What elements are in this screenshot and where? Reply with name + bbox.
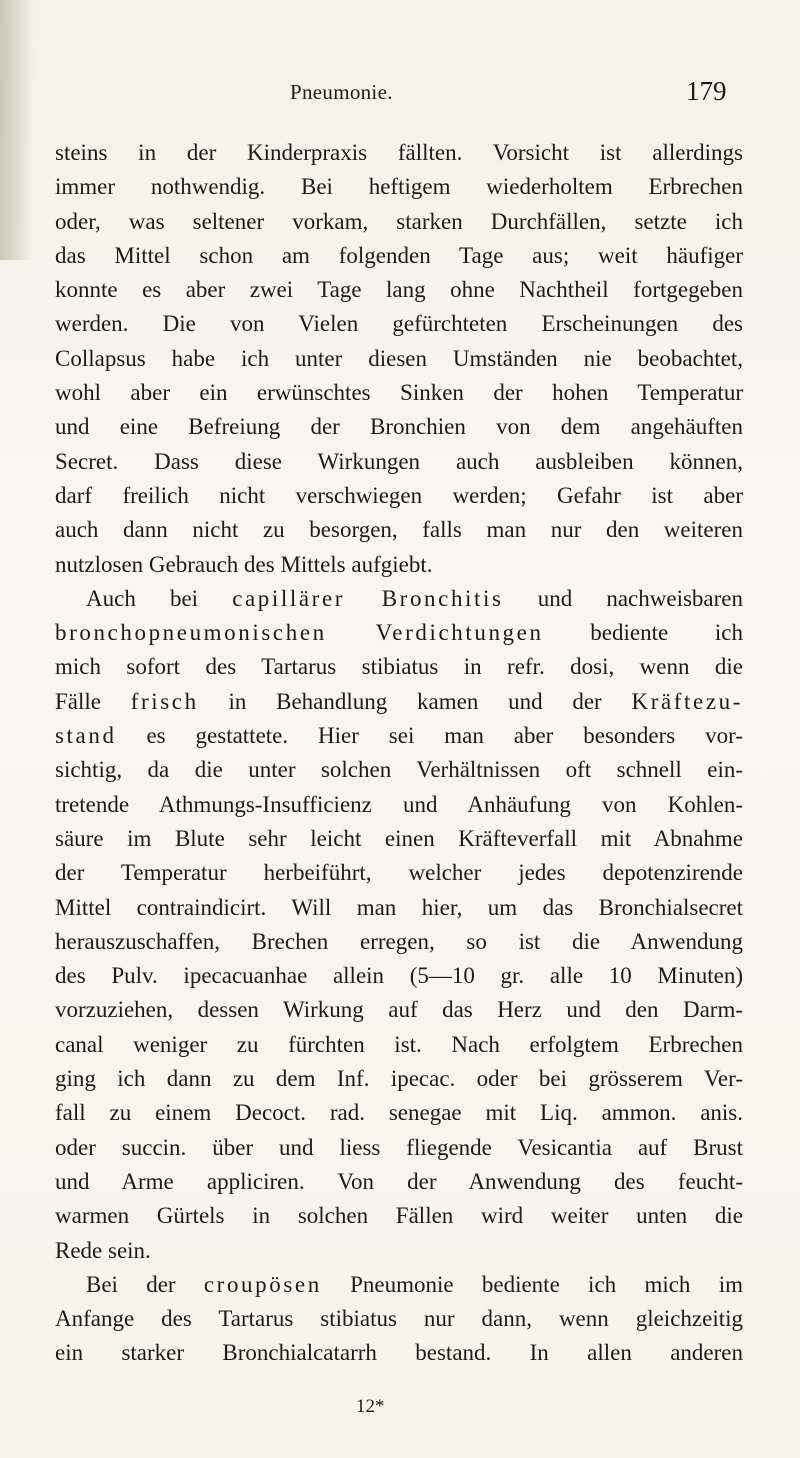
text-line	[55, 1302, 743, 1336]
text-line	[55, 1336, 743, 1370]
text-run: und Arme appliciren. Von der Anwendung des feucht-	[55, 1168, 743, 1194]
text-line	[55, 548, 743, 582]
text-line	[55, 273, 743, 307]
text-line	[55, 959, 743, 993]
text-line	[55, 239, 743, 273]
text-run: Rede sein.	[55, 1237, 151, 1263]
text-run: konnte es aber zwei Tage lang ohne Nachtheil fortgegeben	[55, 277, 743, 303]
text-run: und eine Befreiung der Bronchien von dem angehäuften	[55, 414, 743, 440]
text-line	[55, 1062, 743, 1096]
page-header	[0, 76, 800, 120]
text-run: Anfange des Tartarus stibiatus nur dann, wenn gleichzeitig	[55, 1306, 743, 1332]
text-run: Fälle	[55, 688, 131, 714]
text-line	[55, 1096, 743, 1130]
text-line	[55, 205, 743, 239]
text-line	[55, 1131, 743, 1165]
text-line	[55, 788, 743, 822]
text-line	[55, 993, 743, 1027]
text-run: nutzlosen Gebrauch des Mittels aufgiebt.	[55, 551, 433, 577]
text-run: immer nothwendig. Bei heftigem wiederholtem Erbrechen	[55, 174, 743, 200]
text-run: Collapsus habe ich unter diesen Umständen nie beobachtet,	[55, 345, 743, 371]
text-run: oder, was seltener vorkam, starken Durchfällen, setzte ich	[55, 208, 743, 234]
text-run: steins in der Kinderpraxis fällten. Vorsicht ist allerdings	[55, 140, 743, 165]
text-run: darf freilich nicht verschwiegen werden; Gefahr ist aber	[55, 482, 743, 508]
text-run: herauszuschaffen, Brechen erregen, so ist die Anwendung	[55, 928, 743, 954]
text-run: des Pulv. ipecacuanhae allein (5—10 gr. alle 10 Minuten)	[55, 963, 743, 989]
text-line	[55, 445, 743, 479]
text-line	[55, 1268, 743, 1302]
text-run: werden. Die von Vielen gefürchteten Erscheinungen des	[55, 311, 743, 337]
text-line	[55, 1199, 743, 1233]
text-line	[55, 479, 743, 513]
text-line	[55, 136, 743, 170]
text-run: es gestattete. Hier sei man aber besonders vor-	[116, 723, 743, 749]
text-line	[55, 342, 743, 376]
text-line	[55, 753, 743, 787]
text-line	[55, 616, 743, 650]
text-line	[55, 891, 743, 925]
text-run: auch dann nicht zu besorgen, falls man nur den weiteren	[55, 517, 743, 543]
text-run: ging ich dann zu dem Inf. ipecac. oder bei grösserem Ver-	[55, 1066, 743, 1092]
text-line	[55, 650, 743, 684]
text-line	[55, 856, 743, 890]
text-line	[55, 307, 743, 341]
emphasized-term: croupösen	[203, 1271, 322, 1297]
text-line	[55, 1028, 743, 1062]
text-run: vorzuziehen, dessen Wirkung auf das Herz und den Darm-	[55, 997, 743, 1023]
text-run: Pneumonie bediente ich mich im	[321, 1271, 743, 1297]
text-run: mich sofort des Tartarus stibiatus in refr. dosi, wenn die	[55, 654, 743, 680]
text-line	[55, 582, 743, 616]
text-run: und nachweisbaren	[503, 585, 743, 611]
text-run: Bei der	[86, 1271, 204, 1297]
text-run: in Behandlung kamen und der	[198, 688, 632, 714]
text-line	[55, 1234, 743, 1268]
text-run: Secret. Dass diese Wirkungen auch ausbleiben können,	[55, 448, 743, 474]
text-run: ein starker Bronchialcatarrh bestand. In allen anderen	[55, 1340, 743, 1366]
text-line	[55, 170, 743, 204]
text-line	[55, 376, 743, 410]
emphasized-term: capillärer Bronchitis	[232, 585, 504, 611]
text-line	[55, 513, 743, 547]
text-line	[55, 822, 743, 856]
text-run: wohl aber ein erwünschtes Sinken der hohen Temperatur	[55, 380, 743, 406]
text-run: bediente ich	[543, 620, 743, 646]
sheet-signature: 12*	[356, 1396, 385, 1417]
text-run: der Temperatur herbeiführt, welcher jedes depotenzirende	[55, 860, 743, 886]
text-run: canal weniger zu fürchten ist. Nach erfolgtem Erbrechen	[55, 1031, 743, 1057]
emphasized-term: stand	[55, 723, 117, 749]
page-number: 179	[686, 76, 727, 106]
text-run: oder succin. über und liess fliegende Vesicantia auf Brust	[55, 1134, 743, 1160]
running-head: Pneumonie.	[290, 80, 393, 104]
text-line	[55, 925, 743, 959]
body-text	[55, 136, 743, 1371]
text-line	[55, 719, 743, 753]
text-line	[55, 410, 743, 444]
text-run: Auch bei	[86, 585, 233, 611]
text-run: fall zu einem Decoct. rad. senegae mit Liq. ammon. anis.	[55, 1100, 743, 1126]
text-run: säure im Blute sehr leicht einen Kräfteverfall mit Abnahme	[55, 825, 743, 851]
binding-shadow	[0, 0, 34, 260]
text-run: warmen Gürtels in solchen Fällen wird weiter unten die	[55, 1203, 743, 1229]
text-line	[55, 1165, 743, 1199]
emphasized-term: frisch	[130, 688, 199, 714]
text-run: Mittel contraindicirt. Will man hier, um das Bronchialsecret	[55, 894, 743, 920]
emphasized-term: Kräftezu-	[631, 688, 743, 714]
text-run: tretende Athmungs-Insufficienz und Anhäufung von Kohlen-	[55, 791, 743, 817]
text-line	[55, 685, 743, 719]
text-run: sichtig, da die unter solchen Verhältnissen oft schnell ein-	[55, 757, 743, 783]
text-run: das Mittel schon am folgenden Tage aus; weit häufiger	[55, 242, 743, 268]
emphasized-term: bronchopneumonischen Verdichtungen	[55, 620, 544, 646]
